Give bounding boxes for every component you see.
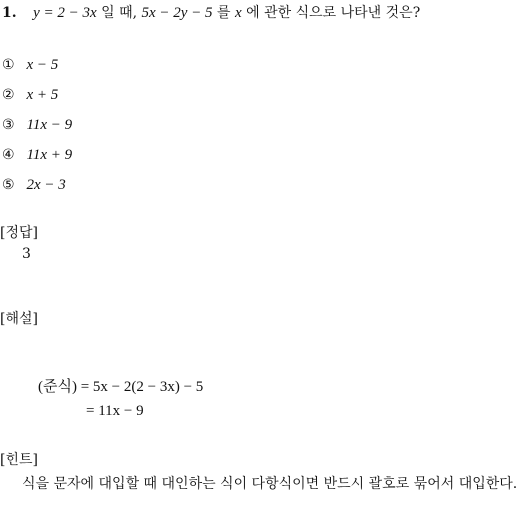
option-expr: 2x − 3 bbox=[26, 177, 66, 193]
option-mark: ② bbox=[2, 87, 15, 103]
answer-label: [정답] bbox=[0, 225, 38, 241]
question-math-3: x bbox=[235, 5, 242, 21]
solution-label: [해설] bbox=[0, 311, 38, 327]
option-3[interactable] bbox=[2, 117, 72, 134]
option-mark: ④ bbox=[2, 147, 15, 163]
question-text-2: 를 bbox=[217, 5, 235, 21]
option-expr: x + 5 bbox=[26, 87, 59, 103]
option-expr: 11x − 9 bbox=[26, 117, 73, 133]
question-text-3: 에 관한 식으로 나타낸 것은? bbox=[246, 5, 421, 21]
solution-line-2: = 11x − 9 bbox=[86, 403, 144, 419]
option-5[interactable] bbox=[2, 177, 66, 194]
option-4[interactable] bbox=[2, 147, 72, 164]
answer-value: 3 bbox=[22, 246, 31, 262]
option-expr: x − 5 bbox=[26, 57, 59, 73]
hint-label: [힌트] bbox=[0, 452, 38, 468]
hint-text: 식을 문자에 대입할 때 대인하는 식이 다항식이면 반드시 괄호로 묶어서 대입한다. bbox=[22, 476, 518, 492]
option-mark: ⑤ bbox=[2, 177, 15, 193]
question-text-1: 일 때, bbox=[101, 5, 142, 21]
option-2[interactable] bbox=[2, 87, 58, 104]
question-line bbox=[2, 2, 420, 22]
solution-line-1: (준식) = 5x − 2(2 − 3x) − 5 bbox=[38, 379, 204, 395]
option-1[interactable] bbox=[2, 57, 58, 74]
option-mark: ① bbox=[2, 57, 15, 73]
option-expr: 11x + 9 bbox=[26, 147, 73, 163]
question-number: 1. bbox=[2, 5, 17, 21]
question-math-2: 5x − 2y − 5 bbox=[141, 5, 213, 21]
question-math-1: y = 2 − 3x bbox=[33, 5, 97, 21]
option-mark: ③ bbox=[2, 117, 15, 133]
